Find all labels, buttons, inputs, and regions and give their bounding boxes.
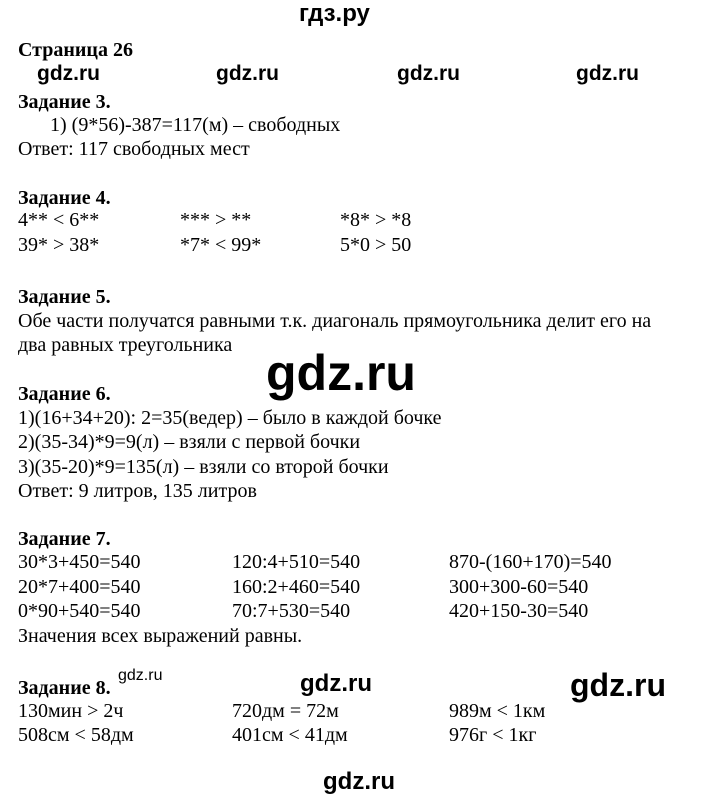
task7-cell: 20*7+400=540: [18, 576, 141, 598]
task7-cell: 300+300-60=540: [449, 576, 589, 598]
task7-conclusion: Значения всех выражений равны.: [18, 625, 303, 647]
page-title: Страница 26: [18, 39, 133, 61]
task7-cell: 870-(160+170)=540: [449, 551, 612, 573]
task5-title: Задание 5.: [18, 286, 111, 308]
task4-cell: *8* > *8: [340, 209, 412, 231]
watermark: gdz.ru: [216, 62, 279, 85]
task3-line: 1) (9*56)-387=117(м) – свободных: [50, 114, 341, 136]
task7-cell: 160:2+460=540: [232, 576, 361, 598]
task8-cell: 508см < 58дм: [18, 724, 134, 746]
task8-cell: 976г < 1кг: [449, 724, 537, 746]
task4-cell: *7* < 99*: [180, 234, 262, 256]
task6-title: Задание 6.: [18, 383, 111, 405]
task3-title: Задание 3.: [18, 91, 111, 113]
task7-cell: 120:4+510=540: [232, 551, 361, 573]
watermark: gdz.ru: [37, 62, 100, 85]
task6-answer: Ответ: 9 литров, 135 литров: [18, 480, 257, 502]
task7-cell: 420+150-30=540: [449, 600, 589, 622]
task8-title: Задание 8.: [18, 677, 111, 699]
task7-cell: 30*3+450=540: [18, 551, 141, 573]
watermark: gdz.ru: [323, 768, 395, 795]
watermark: gdz.ru: [118, 667, 163, 684]
watermark: gdz.ru: [266, 345, 416, 401]
task4-cell: 39* > 38*: [18, 234, 100, 256]
watermark: gdz.ru: [397, 62, 460, 85]
task6-line: 3)(35-20)*9=135(л) – взяли со второй бочки: [18, 456, 389, 478]
task5-line: два равных треугольника: [18, 334, 233, 356]
watermark: gdz.ru: [576, 62, 639, 85]
task8-cell: 720дм = 72м: [232, 700, 339, 722]
task7-cell: 70:7+530=540: [232, 600, 351, 622]
task7-cell: 0*90+540=540: [18, 600, 141, 622]
task4-cell: 5*0 > 50: [340, 234, 412, 256]
task6-line: 1)(16+34+20): 2=35(ведер) – было в каждой бочке: [18, 407, 442, 429]
task7-title: Задание 7.: [18, 528, 111, 550]
task8-cell: 401см < 41дм: [232, 724, 348, 746]
task4-cell: *** > **: [180, 209, 252, 231]
task8-cell: 989м < 1км: [449, 700, 546, 722]
task4-cell: 4** < 6**: [18, 209, 100, 231]
task3-answer: Ответ: 117 свободных мест: [18, 138, 250, 160]
watermark: gdz.ru: [300, 670, 372, 697]
task4-title: Задание 4.: [18, 187, 111, 209]
task6-line: 2)(35-34)*9=9(л) – взяли с первой бочки: [18, 431, 361, 453]
task8-cell: 130мин > 2ч: [18, 700, 124, 722]
site-header: гдз.ру: [299, 0, 370, 27]
watermark: gdz.ru: [570, 667, 666, 703]
task5-line: Обе части получатся равными т.к. диагональ прямоугольника делит его на: [18, 310, 652, 332]
